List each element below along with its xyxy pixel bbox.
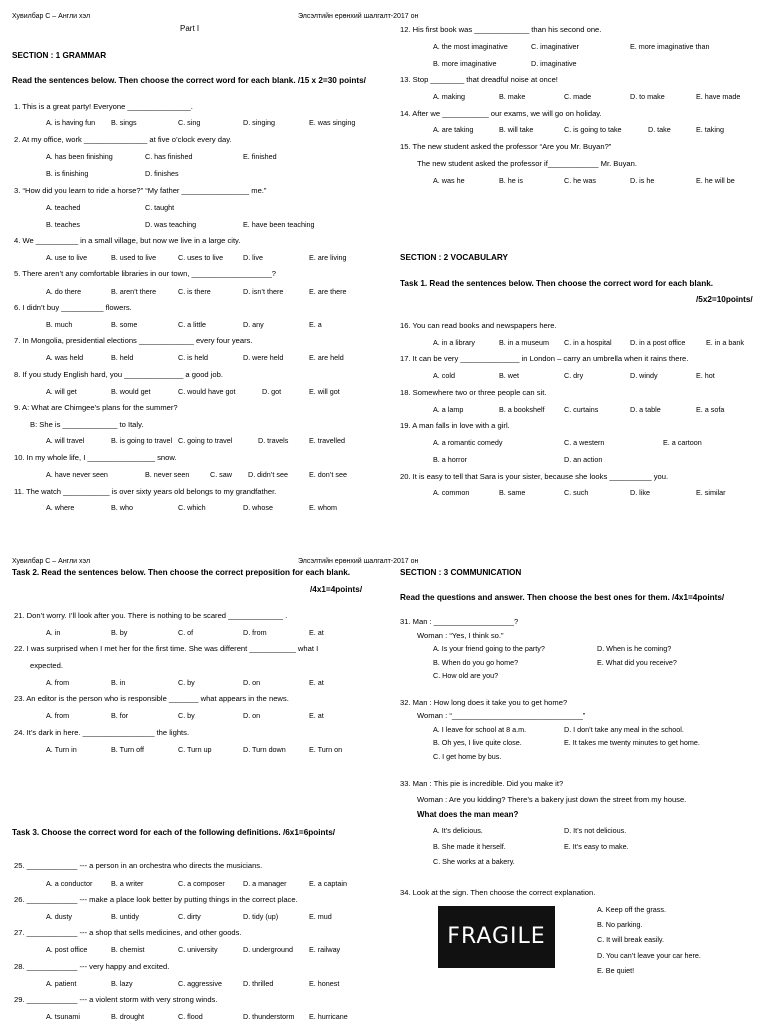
option[interactable]: D. on	[243, 678, 261, 687]
option[interactable]: A. teached	[46, 203, 81, 212]
option[interactable]: B. who	[111, 503, 133, 512]
option[interactable]: B. Oh yes, I live quite close.	[433, 738, 522, 747]
option[interactable]: E. mud	[309, 912, 332, 921]
option[interactable]: C. dry	[564, 371, 584, 380]
option[interactable]: A. in a library	[433, 338, 475, 347]
question-14: 14. After we ___________ our exams, we will go on holiday.	[400, 109, 602, 118]
option[interactable]: D. to make	[630, 92, 665, 101]
option[interactable]: A. Is your friend going to the party?	[433, 644, 545, 653]
option[interactable]: B. a horror	[433, 455, 467, 464]
option[interactable]: A. is having fun	[46, 118, 96, 127]
option[interactable]: E. a sofa	[696, 405, 725, 414]
section2-title: SECTION : 2 VOCABULARY	[400, 253, 508, 262]
option[interactable]: D. an action	[564, 455, 603, 464]
option[interactable]: B. used to live	[111, 253, 157, 262]
question-17: 17. It can be very ______________ in London – carry an umbrella when it rains there.	[400, 354, 689, 363]
option[interactable]: D. from	[243, 628, 267, 637]
option[interactable]: E. Turn on	[309, 745, 343, 754]
option[interactable]: D. You can’t leave your car here.	[597, 951, 701, 960]
question-20: 20. It is easy to tell that Sara is your sister, because she looks __________ you.	[400, 472, 669, 481]
option[interactable]: D. whose	[243, 503, 273, 512]
option[interactable]: C. is held	[178, 353, 208, 362]
option[interactable]: A. was he	[433, 176, 465, 185]
question-26: 26. ____________ --- make a place look better by putting things in the correct place.	[14, 895, 298, 904]
question-32: 32. Man : How long does it take you to get home?	[400, 698, 568, 707]
question-9: 9. A: What are Chimgee’s plans for the summer?	[14, 403, 178, 412]
option[interactable]: C. sing	[178, 118, 201, 127]
option[interactable]: C. going to travel	[178, 436, 233, 445]
option[interactable]: B. aren’t there	[111, 287, 157, 296]
option[interactable]: B. When do you go home?	[433, 658, 519, 667]
option[interactable]: C. by	[178, 711, 195, 720]
option[interactable]: E. are held	[309, 353, 344, 362]
option[interactable]: A. do there	[46, 287, 82, 296]
option[interactable]: D. is he	[630, 176, 655, 185]
task1-instruction: Task 1. Read the sentences below. Then choose the correct word for each blank.	[400, 279, 714, 288]
option[interactable]: C. is there	[178, 287, 211, 296]
question-22-line2: expected.	[30, 661, 63, 670]
option[interactable]: A. a conductor	[46, 879, 93, 888]
question-33-line2: Woman : Are you kidding? There’s a bakery just down the street from my house.	[417, 795, 687, 804]
question-1: 1. This is a great party! Everyone _______________.	[14, 102, 193, 111]
question-15-line2: The new student asked the professor if____________ Mr. Buyan.	[417, 159, 637, 168]
option[interactable]: A. where	[46, 503, 75, 512]
option[interactable]: C. university	[178, 945, 218, 954]
option[interactable]: E. It’s easy to make.	[564, 842, 629, 851]
option[interactable]: E. at	[309, 711, 324, 720]
section3-title: SECTION : 3 COMMUNICATION	[400, 568, 522, 577]
option[interactable]: A. was held	[46, 353, 84, 362]
question-13: 13. Stop ________ that dreadful noise at once!	[400, 75, 558, 84]
section3-instruction: Read the questions and answer. Then choose the best ones for them. /4x1=4points/	[400, 593, 725, 602]
option[interactable]: E. don’t see	[309, 470, 347, 479]
option[interactable]: C. How old are you?	[433, 671, 499, 680]
section1-title: SECTION : 1 GRAMMAR	[12, 51, 107, 60]
option[interactable]: C. by	[178, 678, 195, 687]
option[interactable]: C. such	[564, 488, 589, 497]
question-25: 25. ____________ --- a person in an orchestra who directs the musicians.	[14, 861, 263, 870]
option[interactable]: A. a romantic comedy	[433, 438, 503, 447]
question-8: 8. If you study English hard, you ______________ a good job.	[14, 370, 223, 379]
option[interactable]: B. some	[111, 320, 138, 329]
option[interactable]: B. never seen	[145, 470, 190, 479]
header-left: Хувилбар С – Англи хэл	[12, 13, 91, 20]
option[interactable]: B. wet	[499, 371, 519, 380]
option[interactable]: D. a table	[630, 405, 661, 414]
option[interactable]: E. What did you receive?	[597, 658, 677, 667]
option[interactable]: A. in	[46, 628, 61, 637]
option[interactable]: E. a captain	[309, 879, 347, 888]
option[interactable]: B. much	[46, 320, 73, 329]
question-5: 5. There aren’t any comfortable libraries in our town, ___________________?	[14, 269, 277, 278]
question-9-line2: B: She is _____________ to Italy.	[30, 420, 144, 429]
option[interactable]: A. a lamp	[433, 405, 464, 414]
option[interactable]: C. I get home by bus.	[433, 752, 502, 761]
option[interactable]: C. made	[564, 92, 592, 101]
option[interactable]: E. a	[309, 320, 322, 329]
option[interactable]: E. are there	[309, 287, 347, 296]
option[interactable]: B. a writer	[111, 879, 144, 888]
question-21: 21. Don’t worry. I’ll look after you. There is nothing to be scared _____________ .	[14, 611, 288, 620]
option[interactable]: A. have never seen	[46, 470, 108, 479]
option[interactable]: A. will get	[46, 387, 77, 396]
question-6: 6. I didn’t buy __________ flowers.	[14, 303, 132, 312]
option[interactable]: A. making	[433, 92, 465, 101]
task3-instruction: Task 3. Choose the correct word for each of the following definitions. /6x1=6points/	[12, 828, 336, 837]
option[interactable]: A. patient	[46, 979, 77, 988]
option[interactable]: E. he will be	[696, 176, 735, 185]
option[interactable]: B. for	[111, 711, 129, 720]
option[interactable]: E. travelled	[309, 436, 345, 445]
option[interactable]: A. Keep off the grass.	[597, 905, 666, 914]
option[interactable]: B. is going to travel	[111, 436, 173, 445]
option[interactable]: B. would get	[111, 387, 151, 396]
option[interactable]: D. When is he coming?	[597, 644, 672, 653]
option[interactable]: A. has been finishing	[46, 152, 113, 161]
option[interactable]: E. will got	[309, 387, 340, 396]
option[interactable]: D. isn’t there	[243, 287, 284, 296]
option[interactable]: C. a western	[564, 438, 605, 447]
option[interactable]: C. a little	[178, 320, 206, 329]
option[interactable]: D. take	[648, 125, 671, 134]
option[interactable]: B. She made it herself.	[433, 842, 506, 851]
option[interactable]: B. same	[499, 488, 526, 497]
option[interactable]: C. would have got	[178, 387, 236, 396]
option[interactable]: A. post office	[46, 945, 88, 954]
option[interactable]: B. untidy	[111, 912, 139, 921]
section1-instruction: Read the sentences below. Then choose the correct word for each blank. /15 x 2=30 points/	[12, 76, 366, 85]
header-left-p2: Хувилбар С – Англи хэл	[12, 558, 91, 565]
option[interactable]: E. finished	[243, 152, 277, 161]
header-right: Элсэлтийн ерөнхий шалгалт-2017 он	[298, 13, 419, 20]
option[interactable]: E. was singing	[309, 118, 356, 127]
task2-instruction: Task 2. Read the sentences below. Then choose the correct preposition for each blank.	[12, 568, 351, 577]
option[interactable]: E. similar	[696, 488, 726, 497]
option[interactable]: E. whom	[309, 503, 337, 512]
option[interactable]: D. finishes	[145, 169, 179, 178]
question-31: 31. Man : ___________________?	[400, 617, 519, 626]
question-34: 34. Look at the sign. Then choose the correct explanation.	[400, 888, 596, 897]
header-right-p2: Элсэлтийн ерөнхий шалгалт-2017 он	[298, 558, 419, 565]
option[interactable]: C. taught	[145, 203, 175, 212]
question-3: 3. “How did you learn to ride a horse?” “My father ________________ me.”	[14, 186, 267, 195]
question-33-prompt: What does the man mean?	[417, 810, 519, 819]
option[interactable]: D. thunderstorm	[243, 1012, 295, 1021]
option[interactable]: C. aggressive	[178, 979, 222, 988]
option[interactable]: E. a cartoon	[663, 438, 702, 447]
option[interactable]: C. uses to live	[178, 253, 224, 262]
option[interactable]: D. like	[630, 488, 650, 497]
fragile-sign: FRAGILE	[438, 906, 555, 968]
option[interactable]: B. lazy	[111, 979, 133, 988]
option[interactable]: E. at	[309, 678, 324, 687]
option[interactable]: C. She works at a bakery.	[433, 857, 515, 866]
question-15: 15. The new student asked the professor “Are you Mr. Buyan?”	[400, 142, 612, 151]
question-33: 33. Man : This pie is incredible. Did you make it?	[400, 779, 564, 788]
option[interactable]: D. live	[243, 253, 263, 262]
option[interactable]: C. flood	[178, 1012, 203, 1021]
option[interactable]: E. have made	[696, 92, 741, 101]
option[interactable]: E. It takes me twenty minutes to get home.	[564, 738, 700, 747]
option[interactable]: D. got	[262, 387, 282, 396]
option[interactable]: A. I leave for school at 8 a.m.	[433, 725, 527, 734]
question-4: 4. We __________ in a small village, but now we live in a large city.	[14, 236, 241, 245]
question-12: 12. His first book was _____________ than his second one.	[400, 25, 602, 34]
question-7: 7. In Mongolia, presidential elections _____________ every four years.	[14, 336, 253, 345]
option[interactable]: D. singing	[243, 118, 275, 127]
option[interactable]: B. sings	[111, 118, 137, 127]
option[interactable]: D. underground	[243, 945, 293, 954]
option[interactable]: C. of	[178, 628, 194, 637]
option[interactable]: E. more imaginative than	[630, 42, 710, 51]
question-28: 28. ____________ --- very happy and excited.	[14, 962, 170, 971]
question-16: 16. You can read books and newspapers here.	[400, 321, 557, 330]
question-2: 2. At my office, work _______________ at five o’clock every day.	[14, 135, 232, 144]
option[interactable]: E. Be quiet!	[597, 966, 635, 975]
option[interactable]: E. hot	[696, 371, 715, 380]
option[interactable]: B. make	[499, 92, 526, 101]
option[interactable]: D. Turn down	[243, 745, 286, 754]
option[interactable]: B. held	[111, 353, 134, 362]
option[interactable]: B. will take	[499, 125, 534, 134]
option[interactable]: D. It’s not delicious.	[564, 826, 627, 835]
option[interactable]: A. Turn in	[46, 745, 77, 754]
option[interactable]: B. in	[111, 678, 126, 687]
option[interactable]: E. honest	[309, 979, 340, 988]
option[interactable]: C. which	[178, 503, 206, 512]
question-18: 18. Somewhere two or three people can sit.	[400, 388, 547, 397]
question-19: 19. A man falls in love with a girl.	[400, 421, 510, 430]
option[interactable]: B. is finishing	[46, 169, 89, 178]
option[interactable]: C. It will break easily.	[597, 935, 664, 944]
option[interactable]: C. Turn up	[178, 745, 212, 754]
option[interactable]: E. in a bank	[706, 338, 744, 347]
option[interactable]: B. chemist	[111, 945, 145, 954]
option[interactable]: B. Turn off	[111, 745, 145, 754]
option[interactable]: E. are living	[309, 253, 347, 262]
option[interactable]: D. didn’t see	[248, 470, 288, 479]
question-31-line2: Woman : “Yes, I think so.”	[417, 631, 504, 640]
option[interactable]: C. dirty	[178, 912, 201, 921]
task1-points: /5x2=10points/	[696, 295, 753, 304]
option[interactable]: E. have been teaching	[243, 220, 315, 229]
option[interactable]: A. the most imaginative	[433, 42, 508, 51]
part-title: Part I	[180, 24, 200, 33]
option[interactable]: B. more imaginative	[433, 59, 497, 68]
option[interactable]: B. he is	[499, 176, 523, 185]
option[interactable]: E. hurricane	[309, 1012, 348, 1021]
option[interactable]: A. common	[433, 488, 470, 497]
option[interactable]: D. were held	[243, 353, 284, 362]
question-24: 24. It’s dark in here. _________________ the lights.	[14, 728, 190, 737]
option[interactable]: E. taking	[696, 125, 724, 134]
question-32-line2: Woman : “_______________________________”	[417, 711, 586, 720]
question-10: 10. In my whole life, I ________________ snow.	[14, 453, 177, 462]
option[interactable]: D. windy	[630, 371, 658, 380]
option[interactable]: E. railway	[309, 945, 341, 954]
option[interactable]: C. in a hospital	[564, 338, 612, 347]
option[interactable]: B. drought	[111, 1012, 145, 1021]
question-11: 11. The watch ___________ is over sixty years old belongs to my grandfather.	[14, 487, 277, 496]
option[interactable]: D. imaginative	[531, 59, 577, 68]
option[interactable]: B. by	[111, 628, 128, 637]
option[interactable]: C. saw	[210, 470, 232, 479]
task2-points: /4x1=4points/	[310, 585, 363, 594]
question-22: 22. I was surprised when I met her for the first time. She was different ___________ what I	[14, 644, 319, 653]
option[interactable]: D. was teaching	[145, 220, 197, 229]
option[interactable]: C. he was	[564, 176, 596, 185]
option[interactable]: D. tidy (up)	[243, 912, 279, 921]
option[interactable]: C. has finished	[145, 152, 193, 161]
option[interactable]: C. a composer	[178, 879, 225, 888]
option[interactable]: E. at	[309, 628, 324, 637]
option[interactable]: D. on	[243, 711, 261, 720]
option[interactable]: D. a manager	[243, 879, 287, 888]
option[interactable]: A. are taking	[433, 125, 474, 134]
question-29: 29. ____________ --- a violent storm with very strong winds.	[14, 995, 218, 1004]
option[interactable]: C. is going to take	[564, 125, 622, 134]
question-27: 27. ____________ --- a shop that sells medicines, and other goods.	[14, 928, 242, 937]
option[interactable]: D. travels	[258, 436, 289, 445]
option[interactable]: B. No parking.	[597, 920, 643, 929]
option[interactable]: A. cold	[433, 371, 455, 380]
question-23: 23. An editor is the person who is responsible _______ what appears in the news.	[14, 694, 289, 703]
option[interactable]: A. from	[46, 678, 70, 687]
option[interactable]: D. in a post office	[630, 338, 686, 347]
option[interactable]: D. thrilled	[243, 979, 274, 988]
option[interactable]: A. tsunami	[46, 1012, 80, 1021]
option[interactable]: C. imaginativer	[531, 42, 579, 51]
option[interactable]: B. in a museum	[499, 338, 549, 347]
option[interactable]: A. use to live	[46, 253, 88, 262]
option[interactable]: A. from	[46, 711, 70, 720]
option[interactable]: C. curtains	[564, 405, 599, 414]
option[interactable]: D. I don’t take any meal in the school.	[564, 725, 684, 734]
option[interactable]: B. a bookshelf	[499, 405, 545, 414]
option[interactable]: B. teaches	[46, 220, 80, 229]
option[interactable]: A. will travel	[46, 436, 85, 445]
option[interactable]: A. It’s delicious.	[433, 826, 483, 835]
option[interactable]: D. any	[243, 320, 264, 329]
option[interactable]: A. dusty	[46, 912, 72, 921]
